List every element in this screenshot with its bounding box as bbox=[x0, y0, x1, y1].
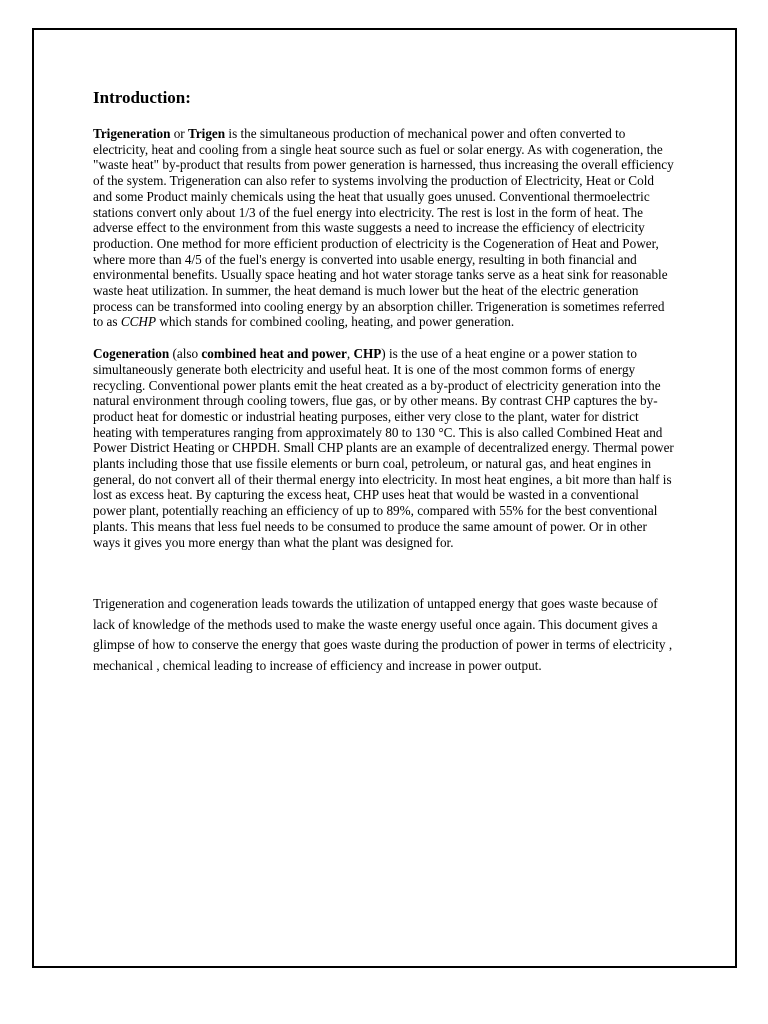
paragraph-summary: Trigeneration and cogeneration leads towards the utilization of untapped energy that goes waste because of lack of knowledge of the methods used to make the waste energy useful once again. This document gives a glimpse of how to conserve the energy that goes waste during the production of power in terms of electricity , mechanical , chemical leading to increase of efficiency and increase in power output. bbox=[93, 596, 673, 673]
document-body bbox=[93, 88, 675, 676]
page-title: Introduction: bbox=[93, 88, 191, 107]
paragraph-text: (also bbox=[169, 346, 202, 362]
term-cchp: CCHP bbox=[120, 314, 157, 330]
connector-or: or bbox=[170, 126, 188, 141]
term-combined-heat-and-power: combined heat and power bbox=[201, 346, 347, 362]
paragraph-cogeneration bbox=[93, 346, 675, 550]
term-trigen: Trigen bbox=[188, 126, 226, 141]
paragraph-text: is the simultaneous production of mechanical power and often converted to electricity, heat and cooling from a single heat source such as fuel or solar energy. As with cogeneration, the "waste heat" by-product that results from power generation is harnessed, thus increasing the overall efficiency of the system. Trigeneration can also refer to systems involving the production of Electricity, Heat or Cold and some Product mainly chemicals using the heat that usually goes unused. Conventional thermoelectric stations convert only about 1/3 of the fuel energy into electricity. The rest is lost in the form of heat. The adverse effect to the environment from this waste suggests a need to increase the efficiency of electricity production. One method for more efficient production of electricity is the Cogeneration of Heat and Power, where more than 4/5 of the fuel's energy is converted into usable energy, resulting in both financial and environmental benefits. Usually space heating and hot water storage tanks serve as a heat sink for reasonable waste heat utilization. In summer, the heat demand is much lower but the heat of the electric generation process can be transformed into cooling energy by an absorption chiller. Trigeneration is sometimes referred to as bbox=[93, 126, 674, 330]
connector-comma: , bbox=[346, 346, 354, 362]
paragraph-text: ) is the use of a heat engine or a power station to simultaneously generate both electricity and useful heat. It is one of the most common forms of energy recycling. Conventional power plants emit the heat created as a by-product of electricity generation into the natural environment through cooling towers, flue gas, or by other means. By contrast CHP captures the by-product heat for domestic or industrial heating purposes, either very close to the plant, water for district heating with temperatures ranging from approximately 80 to 130 °C. This is also called Combined Heat and Power District Heating or CHPDH. Small CHP plants are an example of decentralized energy. Thermal power plants including those that use fissile elements or burn coal, petroleum, or natural gas, and heat engines in general, do not convert all of their thermal energy into electricity. In most heat engines, a bit more than half is lost as excess heat. By capturing the excess heat, CHP uses heat that would be wasted in a conventional power plant, potentially reaching an efficiency of up to 89%, compared with 55% for the best conventional plants. This means that less fuel needs to be consumed to produce the same amount of power. Or in other ways it gives you more energy than what the plant was designed for. bbox=[93, 346, 674, 550]
paragraph-text: which stands for combined cooling, heating, and power generation. bbox=[156, 314, 515, 330]
term-chp: CHP bbox=[353, 346, 382, 362]
paragraph-trigeneration bbox=[93, 126, 675, 330]
term-trigeneration: Trigeneration bbox=[93, 126, 171, 141]
term-cogeneration: Cogeneration bbox=[93, 346, 170, 362]
